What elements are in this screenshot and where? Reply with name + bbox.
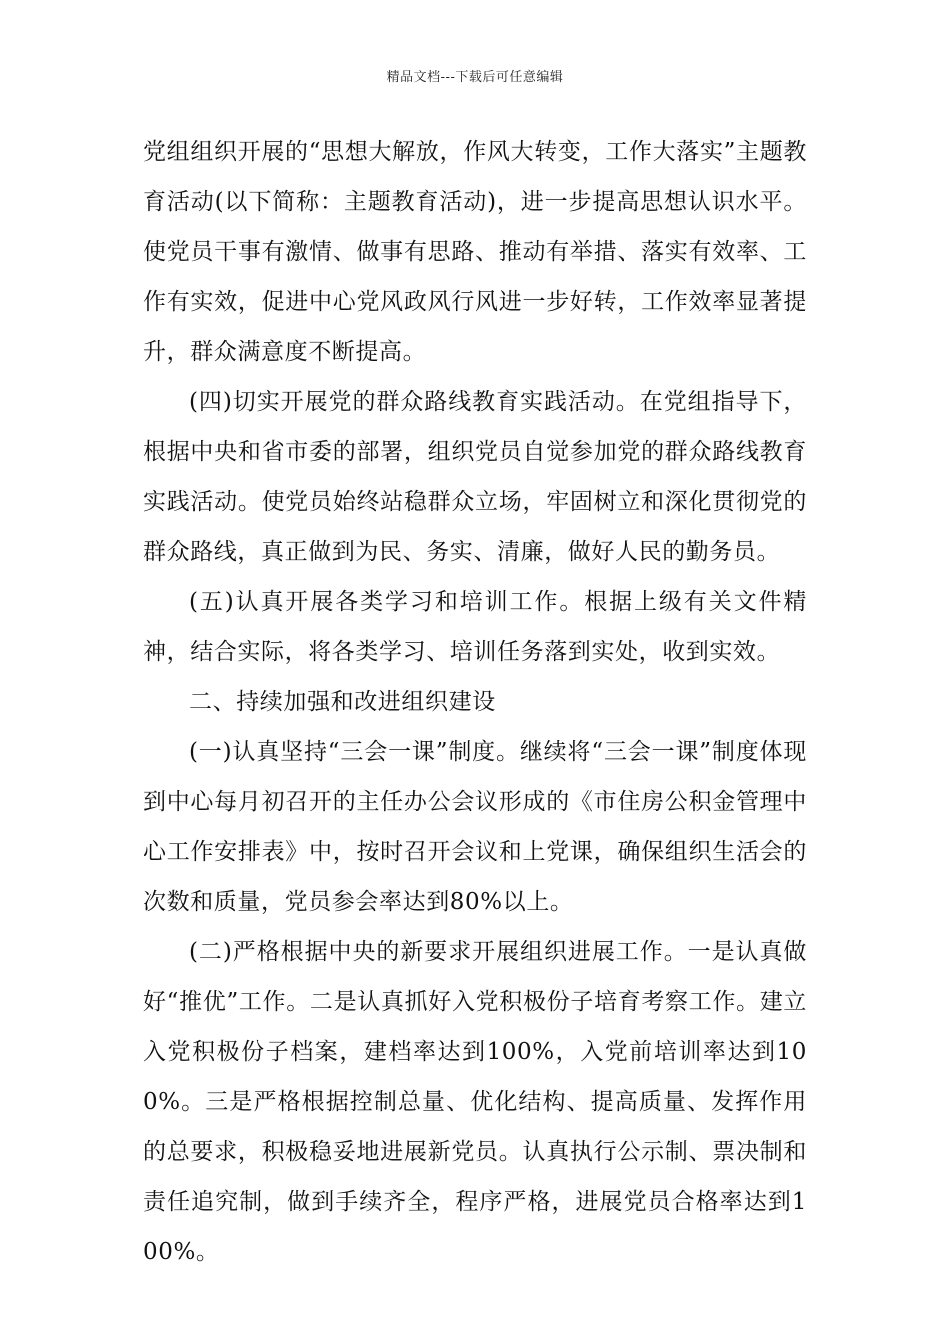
paragraph-three-meetings-one-lesson: (一)认真坚持“三会一课”制度。继续将“三会一课”制度体现到中心每月初召开的主任办公会议形成的《市住房公积金管理中心工作安排表》中，按时召开会议和上党课，确保组织生活会的次数和质量，党员参会率达到80%以上。: [143, 739, 807, 915]
paragraph-theme-education-continued: 党组组织开展的“思想大解放，作风大转变，工作大落实”主题教育活动(以下简称：主题教育活动)，进一步提高思想认识水平。使党员干事有激情、做事有思路、推动有举措、落实有效率、工作有实效，促进中心党风政风行风进一步好转，工作效率显著提升，群众满意度不断提高。: [143, 139, 807, 365]
paragraph-mass-line-education: (四)切实开展党的群众路线教育实践活动。在党组指导下，根据中央和省市委的部署，组织党员自觉参加党的群众路线教育实践活动。使党员始终站稳群众立场，牢固树立和深化贯彻党的群众路线，真正做到为民、务实、清廉，做好人民的勤务员。: [143, 389, 807, 565]
document-body: [143, 127, 807, 1277]
section-heading-organization-building: 二、持续加强和改进组织建设: [189, 689, 496, 715]
paragraph-study-and-training: (五)认真开展各类学习和培训工作。根据上级有关文件精神，结合实际，将各类学习、培训任务落到实处，收到实效。: [143, 589, 807, 665]
page-header: 精品文档---下载后可任意编辑: [386, 70, 564, 85]
paragraph-organization-development: (二)严格根据中央的新要求开展组织进展工作。一是认真做好“推优”工作。二是认真抓好入党积极份子培育考察工作。建立入党积极份子档案，建档率达到100%，入党前培训率达到100%。三是严格根据控制总量、优化结构、提高质量、发挥作用的总要求，积极稳妥地进展新党员。认真执行公示制、票决制和责任追究制，做到手续齐全，程序严格，进展党员合格率达到100%。: [143, 939, 807, 1265]
